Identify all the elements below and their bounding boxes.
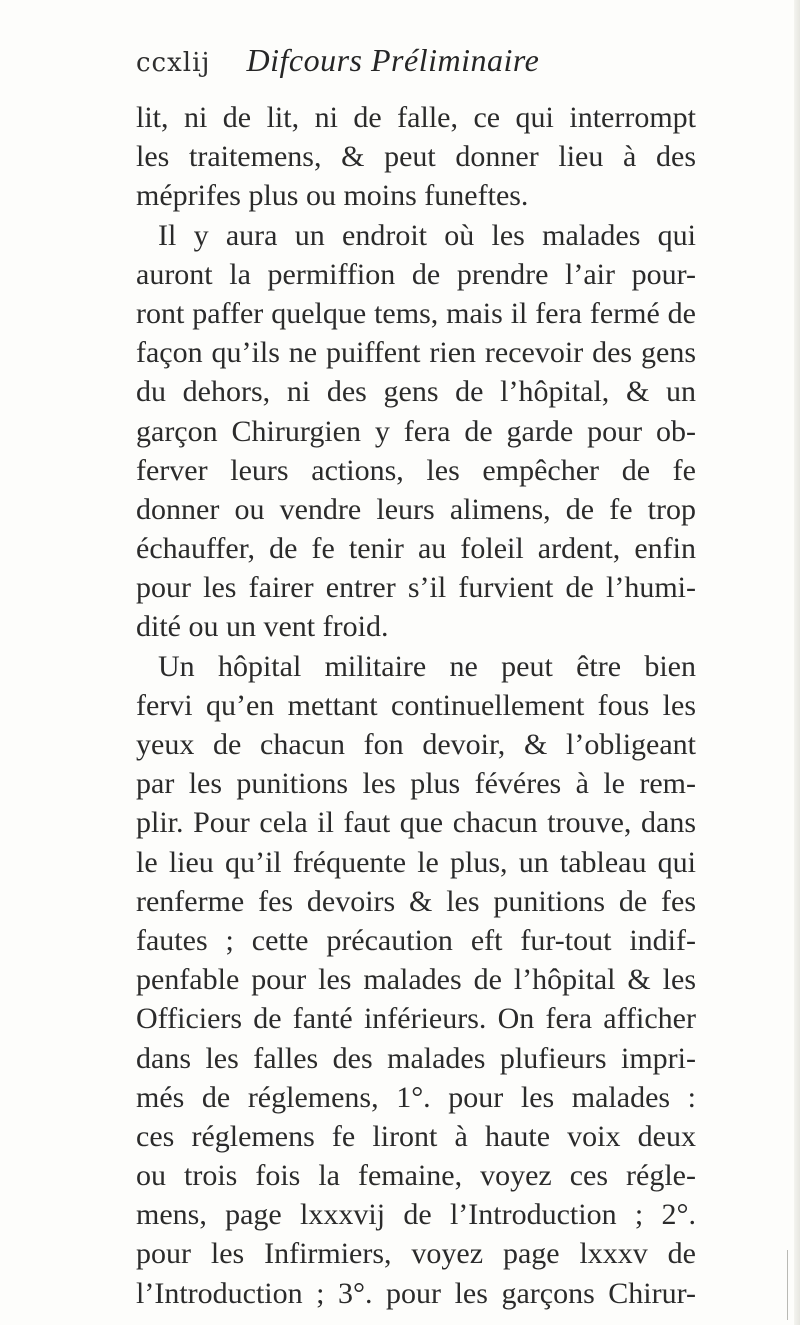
text-line: façon qu’ils ne puiffent rien recevoir des gens [136,336,696,370]
text-line: mens, page lxxxvij de l’Introduction ; 2°. [136,1198,696,1232]
text-line: pour les fairer entrer s’il furvient de l’humi- [136,571,696,605]
text-line: du dehors, ni des gens de l’hôpital, & un [136,375,696,409]
running-head [136,42,696,86]
running-title: Difcours Préliminaire [246,42,540,78]
text-line: ou trois fois la femaine, voyez ces régle- [136,1159,696,1193]
page-number: ccxlij [136,48,211,78]
text-line: garçon Chirurgien y fera de garde pour ob- [136,414,696,448]
body-text [136,98,696,1313]
text-line: Officiers de fanté inférieurs. On fera afficher [136,1002,696,1036]
text-line: penfable pour les malades de l’hôpital & les [136,963,696,997]
text-line: échauffer, de fe tenir au foleil ardent, enfin [136,532,696,566]
text-line: plir. Pour cela il faut que chacun trouve, dans [136,806,696,840]
text-line: més de réglemens, 1°. pour les malades : [136,1080,696,1114]
text-line: lit, ni de lit, ni de falle, ce qui interrompt [136,101,696,134]
text-line: l’Introduction ; 3°. pour les garçons Chirur- [136,1276,696,1310]
text-line: méprifes plus ou moins funeftes. [136,179,529,213]
page-crease [787,1250,788,1320]
text-line: fautes ; cette précaution eft fur-tout indif- [136,923,696,957]
text-line: dité ou un vent froid. [136,610,389,644]
text-line: donner ou vendre leurs alimens, de fe trop [136,492,696,526]
text-line: par les punitions les plus févéres à le rem- [136,767,696,801]
text-line: yeux de chacun fon devoir, & l’obligeant [136,728,696,761]
text-line: ces réglemens fe liront à haute voix deux [136,1119,696,1153]
text-line: ferver leurs actions, les empêcher de fe [136,453,696,487]
text-line: Un hôpital militaire ne peut être bien [158,649,696,683]
text-line: ront paffer quelque tems, mais il fera fermé de [136,296,696,330]
text-line: auront la permiffion de prendre l’air pour- [136,257,696,291]
text-line: fervi qu’en mettant continuellement fous les [136,688,696,722]
page-edge [794,0,800,1325]
text-line: renferme fes devoirs & les punitions de fes [136,884,696,918]
text-line: Il y aura un endroit où les malades qui [158,218,696,252]
text-line: dans les falles des malades plufieurs impri- [136,1041,696,1075]
text-line: pour les Infirmiers, voyez page lxxxv de [136,1237,696,1271]
text-line: le lieu qu’il fréquente le plus, un tableau qui [136,845,696,879]
text-line: les traitemens, & peut donner lieu à des [136,140,696,174]
